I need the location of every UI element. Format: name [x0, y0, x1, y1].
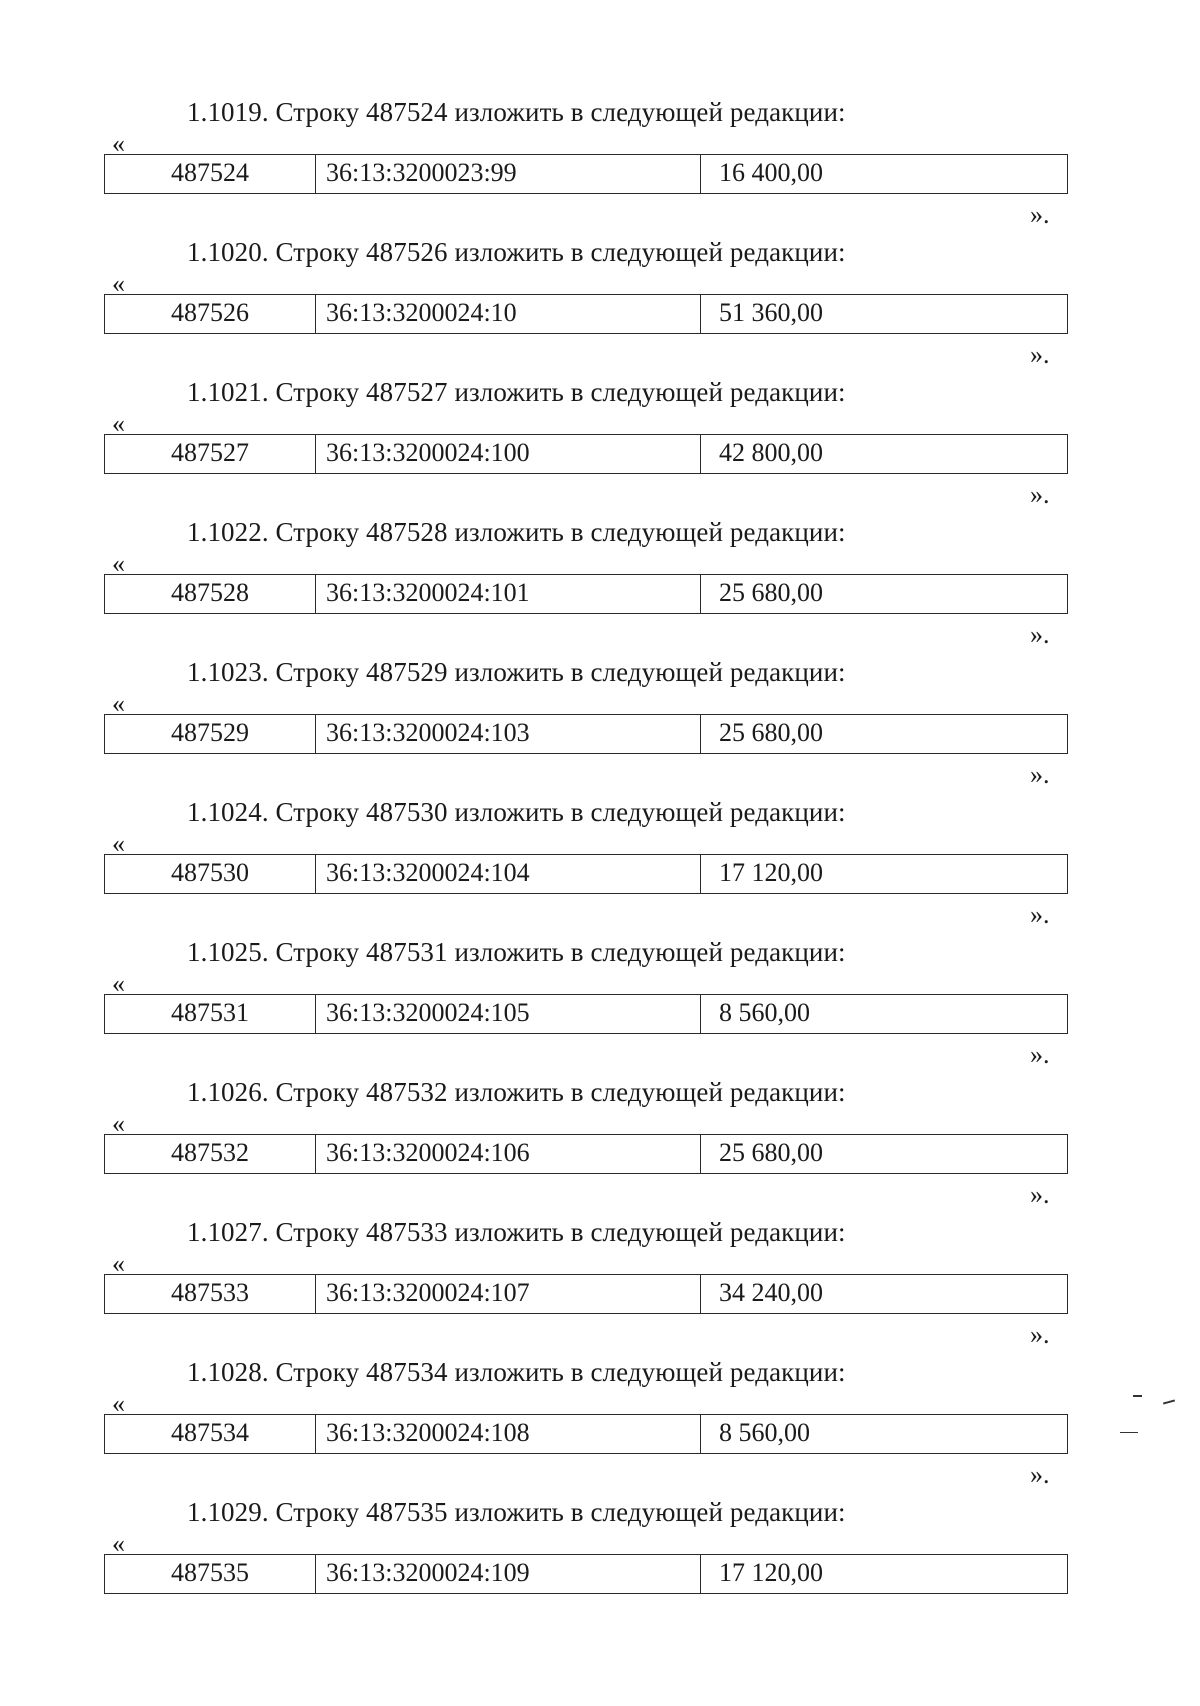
- opening-quote: «: [112, 1529, 125, 1558]
- amendment-heading: 1.1020. Строку 487526 изложить в следующей редакции:: [187, 237, 846, 267]
- cadastral-number-cell: 36:13:3200023:99: [316, 155, 701, 193]
- row-number-cell: 487526: [105, 295, 316, 333]
- value-cell: 25 680,00: [719, 1138, 823, 1167]
- opening-quote: «: [112, 409, 125, 438]
- opening-quote: «: [112, 689, 125, 718]
- row-number-cell: 487531: [105, 995, 316, 1033]
- amendment-heading: 1.1029. Строку 487535 изложить в следующей редакции:: [187, 1497, 846, 1527]
- table-row: [104, 854, 1068, 894]
- amendment-section: [0, 96, 1200, 236]
- cadastral-number-cell: 36:13:3200024:100: [316, 435, 701, 473]
- cadastral-number-cell: 36:13:3200024:107: [316, 1275, 701, 1313]
- amendment-section: [0, 1356, 1200, 1496]
- closing-quote: ».: [1030, 340, 1050, 369]
- value-cell: 17 120,00: [719, 1558, 823, 1587]
- value-cell: 25 680,00: [719, 578, 823, 607]
- table-row: [104, 1274, 1068, 1314]
- opening-quote: «: [112, 969, 125, 998]
- opening-quote: «: [112, 829, 125, 858]
- amendment-section: [0, 796, 1200, 936]
- opening-quote: «: [112, 1389, 125, 1418]
- cadastral-number-cell: 36:13:3200024:108: [316, 1415, 701, 1453]
- amendment-heading: 1.1024. Строку 487530 изложить в следующей редакции:: [187, 797, 846, 827]
- value-cell: 16 400,00: [719, 158, 823, 187]
- value-cell: 8 560,00: [719, 1418, 810, 1447]
- amendment-section: [0, 1216, 1200, 1356]
- amendment-section: [0, 516, 1200, 656]
- table-row: [104, 294, 1068, 334]
- cadastral-number-cell: 36:13:3200024:101: [316, 575, 701, 613]
- amendment-section: [0, 656, 1200, 796]
- opening-quote: «: [112, 1249, 125, 1278]
- cadastral-number-cell: 36:13:3200024:109: [316, 1555, 701, 1593]
- amendment-heading: 1.1027. Строку 487533 изложить в следующей редакции:: [187, 1217, 846, 1247]
- closing-quote: ».: [1030, 480, 1050, 509]
- closing-quote: ».: [1030, 1460, 1050, 1489]
- row-number-cell: 487530: [105, 855, 316, 893]
- scan-artifact-mark: [1120, 1432, 1138, 1433]
- amendment-heading: 1.1023. Строку 487529 изложить в следующей редакции:: [187, 657, 846, 687]
- amendment-heading: 1.1028. Строку 487534 изложить в следующей редакции:: [187, 1357, 846, 1387]
- value-cell: 51 360,00: [719, 298, 823, 327]
- amendment-heading: 1.1025. Строку 487531 изложить в следующей редакции:: [187, 937, 846, 967]
- amendment-heading: 1.1021. Строку 487527 изложить в следующей редакции:: [187, 377, 846, 407]
- table-row: [104, 714, 1068, 754]
- value-cell: 25 680,00: [719, 718, 823, 747]
- amendment-section: [0, 936, 1200, 1076]
- table-row: [104, 154, 1068, 194]
- cadastral-number-cell: 36:13:3200024:105: [316, 995, 701, 1033]
- closing-quote: ».: [1030, 200, 1050, 229]
- opening-quote: «: [112, 1109, 125, 1138]
- cadastral-number-cell: 36:13:3200024:106: [316, 1135, 701, 1173]
- table-row: [104, 434, 1068, 474]
- opening-quote: «: [112, 269, 125, 298]
- row-number-cell: 487527: [105, 435, 316, 473]
- cadastral-number-cell: 36:13:3200024:10: [316, 295, 701, 333]
- opening-quote: «: [112, 129, 125, 158]
- closing-quote: ».: [1030, 900, 1050, 929]
- table-row: [104, 574, 1068, 614]
- amendment-section: [0, 236, 1200, 376]
- table-row: [104, 1414, 1068, 1454]
- closing-quote: ».: [1030, 1320, 1050, 1349]
- row-number-cell: 487524: [105, 155, 316, 193]
- row-number-cell: 487529: [105, 715, 316, 753]
- amendment-section: [0, 376, 1200, 516]
- amendment-heading: 1.1022. Строку 487528 изложить в следующей редакции:: [187, 517, 846, 547]
- scan-artifact-mark: [1133, 1395, 1142, 1397]
- table-row: [104, 1134, 1068, 1174]
- row-number-cell: 487534: [105, 1415, 316, 1453]
- closing-quote: ».: [1030, 1040, 1050, 1069]
- cadastral-number-cell: 36:13:3200024:104: [316, 855, 701, 893]
- value-cell: 42 800,00: [719, 438, 823, 467]
- row-number-cell: 487528: [105, 575, 316, 613]
- value-cell: 17 120,00: [719, 858, 823, 887]
- opening-quote: «: [112, 549, 125, 578]
- closing-quote: ».: [1030, 620, 1050, 649]
- table-row: [104, 994, 1068, 1034]
- closing-quote: ».: [1030, 1180, 1050, 1209]
- amendment-section: [0, 1076, 1200, 1216]
- row-number-cell: 487532: [105, 1135, 316, 1173]
- row-number-cell: 487535: [105, 1555, 316, 1593]
- closing-quote: ».: [1030, 760, 1050, 789]
- table-row: [104, 1554, 1068, 1594]
- amendment-section: [0, 1496, 1200, 1636]
- cadastral-number-cell: 36:13:3200024:103: [316, 715, 701, 753]
- row-number-cell: 487533: [105, 1275, 316, 1313]
- value-cell: 8 560,00: [719, 998, 810, 1027]
- value-cell: 34 240,00: [719, 1278, 823, 1307]
- amendment-heading: 1.1026. Строку 487532 изложить в следующей редакции:: [187, 1077, 846, 1107]
- amendment-heading: 1.1019. Строку 487524 изложить в следующей редакции:: [187, 97, 846, 127]
